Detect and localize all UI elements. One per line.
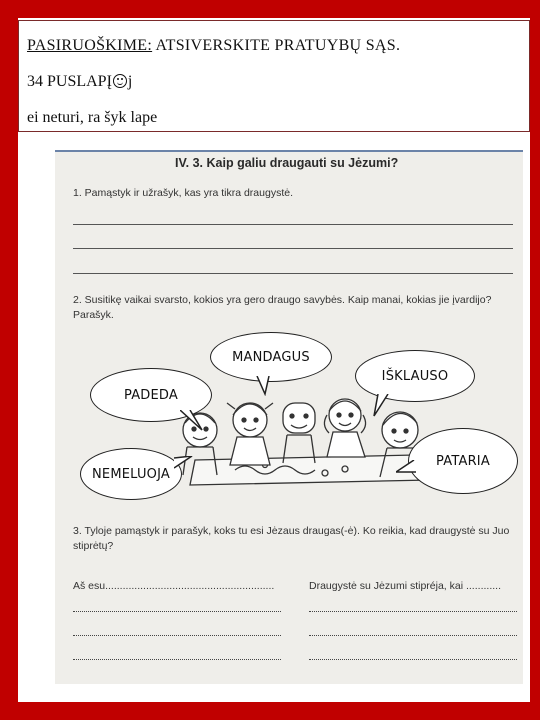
question-1: 1. Pamąstyk ir užrašyk, kas yra tikra draugystė. — [73, 187, 293, 199]
speech-bubble-nemeluoja — [80, 448, 182, 500]
instruction-line-3: ei neturi, ra šyk lape — [27, 109, 158, 126]
speech-bubble-mandagus — [210, 332, 332, 382]
left-answer-line — [73, 658, 281, 660]
column-right-header: Draugystė su Jėzumi stipréja, kai ............ — [309, 580, 501, 592]
instruction-line-1 — [27, 37, 400, 55]
page-title: IV. 3. Kaip galiu draugauti su Jėzumi? — [175, 156, 399, 170]
left-answer-line — [73, 634, 281, 636]
bubble-tail — [255, 376, 275, 396]
instruction-line-2 — [27, 73, 132, 91]
bubble-tail — [396, 460, 418, 478]
bubble-text-padeda: PADEDA — [124, 387, 178, 403]
answer-line-1 — [73, 224, 513, 225]
answer-line-2 — [73, 248, 513, 249]
right-answer-line — [309, 610, 517, 612]
question-2: 2. Susitikę vaikai svarsto, kokios yra gero draugo savybės. Kaip manai, kokias jie įvardijo? Parašyk. — [73, 294, 492, 321]
column-left-header: Aš esu.......................................................... — [73, 580, 275, 592]
bubble-text-nemeluoja: NEMELUOJA — [91, 466, 170, 482]
bubble-tail — [180, 410, 204, 432]
instruction-heading: PASIRUOŠKIME: — [27, 37, 153, 54]
instruction-page-number: 34 PUSLAPĮ — [27, 73, 112, 90]
right-answer-line — [309, 658, 517, 660]
instruction-open-workbook: ATSIVERSKITE PRATUYBŲ SĄS. — [152, 37, 401, 54]
right-answer-line — [309, 634, 517, 636]
left-answer-line — [73, 610, 281, 612]
answer-line-3 — [73, 273, 513, 274]
question-3: 3. Tyloje pamąstyk ir parašyk, koks tu esi Jėzaus draugas(-ė). Ko reikia, kad draugystė su Juo stiprėtų? — [73, 525, 510, 552]
smiley-face-icon — [113, 74, 127, 88]
bubble-tail — [372, 394, 392, 418]
instruction-box — [18, 20, 530, 132]
bubble-text-pataria: PATARIA — [436, 453, 490, 469]
bubble-text-isklauso: IŠKLAUSO — [381, 368, 449, 384]
bubble-tail — [174, 456, 194, 472]
bubble-text-mandagus: MANDAGUS — [232, 349, 310, 365]
page-top-rule — [55, 150, 523, 152]
speech-bubble-pataria — [408, 428, 518, 494]
instruction-line-2-suffix: j — [127, 73, 133, 90]
